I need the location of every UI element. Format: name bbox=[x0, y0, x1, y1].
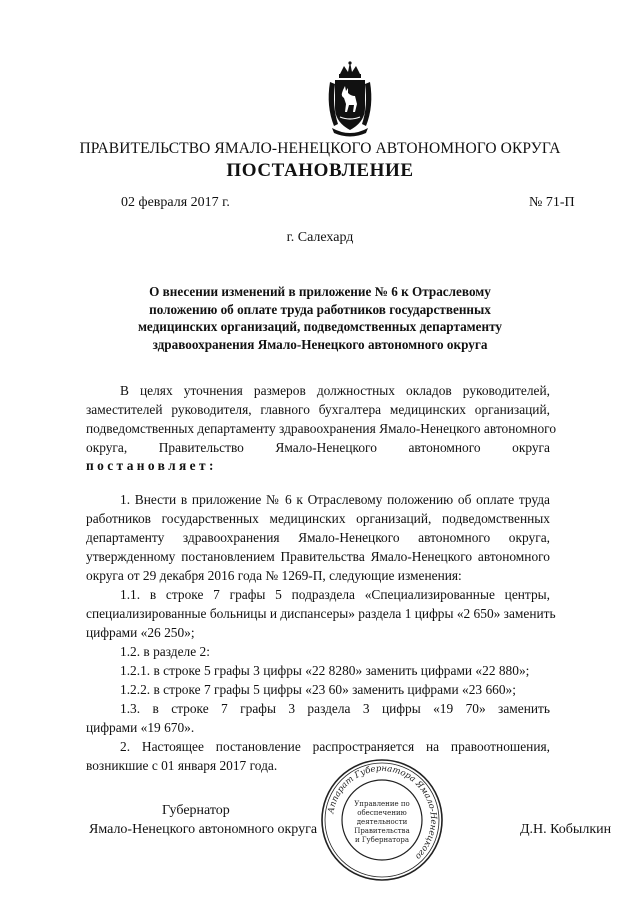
document-type-title: ПОСТАНОВЛЕНИЕ bbox=[226, 160, 414, 181]
svg-text:Управление по: Управление по bbox=[354, 800, 410, 808]
item-1-2-1: 1.2.1. в строке 5 графы 3 цифры «22 8280» заменить цифрами «22 880»; bbox=[120, 663, 530, 678]
document-date: 02 февраля 2017 г. bbox=[121, 195, 230, 210]
preamble-line-4: округа, Правительство Ямало-Ненецкого автономного округа bbox=[86, 440, 550, 455]
signatory-title: Губернатор bbox=[162, 803, 230, 818]
signatory-organization: Ямало-Ненецкого автономного округа bbox=[89, 822, 318, 837]
item-2-line-2: возникшие с 01 января 2017 года. bbox=[86, 758, 278, 773]
svg-text:обеспечению: обеспечению bbox=[357, 809, 407, 817]
svg-text:и Губернатора: и Губернатора bbox=[354, 836, 410, 844]
svg-text:деятельности: деятельности bbox=[356, 818, 408, 826]
item-1-line-1: 1. Внести в приложение № 6 к Отраслевому положению об оплате труда bbox=[120, 492, 550, 507]
document-city: г. Салехард bbox=[286, 230, 354, 245]
preamble-line-2: заместителей руководителя, главного бухгалтера медицинских организаций, bbox=[86, 402, 550, 417]
item-1-2-2: 1.2.2. в строке 7 графы 5 цифры «23 60» заменить цифрами «23 660»; bbox=[120, 682, 516, 697]
coat-of-arms-emblem bbox=[324, 60, 376, 138]
item-1-1-line-3: цифрами «26 250»; bbox=[86, 625, 195, 640]
document-subject: О внесении изменений в приложение № 6 к Отраслевому положению об оплате труда работников государственных медицинских организаций, подведомственных департаменту здравоохранения Ямало-Ненецкого автономного округа bbox=[137, 284, 503, 352]
item-1-line-2: работников государственных медицинских организаций, подведомственных bbox=[86, 511, 550, 526]
item-1-2: 1.2. в разделе 2: bbox=[120, 644, 210, 659]
item-1-1-line-1: 1.1. в строке 7 графы 5 подраздела «Специализированные центры, bbox=[120, 587, 550, 602]
svg-text:Аппарат Губернатора Ямало-Нене: Аппарат Губернатора Ямало-Ненецкого bbox=[326, 763, 439, 862]
item-1-line-5: округа от 29 декабря 2016 года № 1269-П, следующие изменения: bbox=[86, 568, 462, 583]
resolves-word: постановляет: bbox=[86, 458, 217, 473]
item-1-line-4: утвержденному постановлением Правительства Ямало-Ненецкого автономного bbox=[86, 549, 550, 564]
official-stamp bbox=[318, 756, 446, 884]
item-1-1-line-2: специализированные больницы и диспансеры» раздела 1 цифры «2 650» заменить bbox=[86, 606, 556, 621]
item-1-3-line-2: цифрами «19 670». bbox=[86, 720, 195, 735]
signatory-name: Д.Н. Кобылкин bbox=[520, 822, 612, 837]
item-2-line-1: 2. Настоящее постановление распространяется на правоотношения, bbox=[120, 739, 550, 754]
preamble-line-1: В целях уточнения размеров должностных окладов руководителей, bbox=[120, 383, 550, 398]
preamble-line-3: подведомственных департаменту здравоохранения Ямало-Ненецкого автономного bbox=[86, 421, 557, 436]
item-1-line-3: департаменту здравоохранения Ямало-Ненецкого автономного округа, bbox=[86, 530, 550, 545]
item-1-3-line-1: 1.3. в строке 7 графы 3 раздела 3 цифры «19 70» заменить bbox=[120, 701, 550, 716]
government-name: ПРАВИТЕЛЬСТВО ЯМАЛО-НЕНЕЦКОГО АВТОНОМНОГО ОКРУГА bbox=[79, 140, 561, 157]
svg-text:Правительства: Правительства bbox=[354, 827, 410, 835]
document-number: № 71-П bbox=[529, 195, 575, 210]
